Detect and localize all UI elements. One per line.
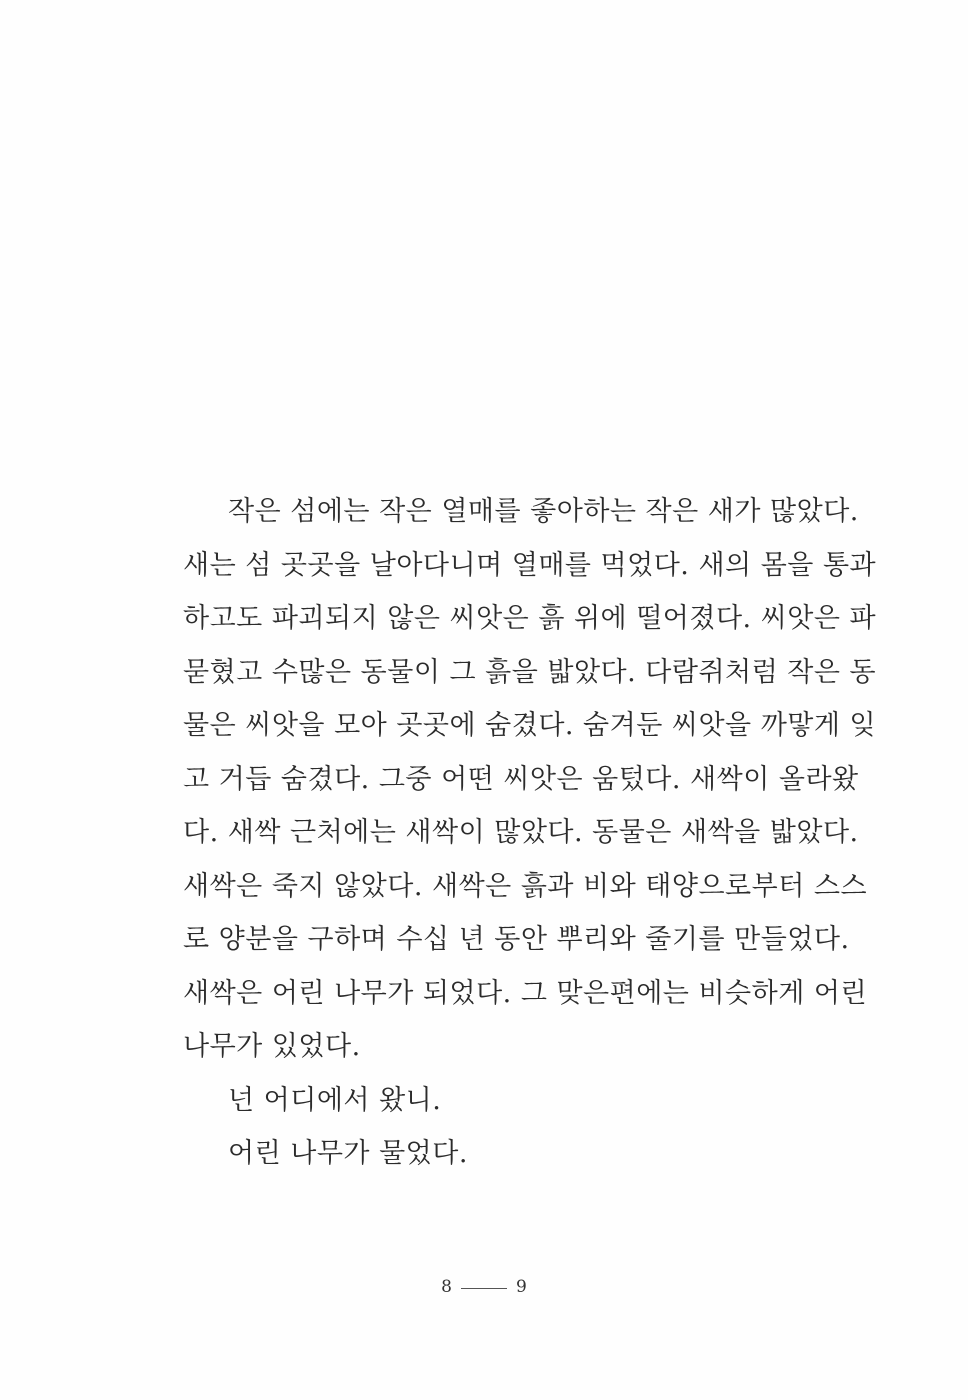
text-line-1: 작은 섬에는 작은 열매를 좋아하는 작은 새가 많았다. [228, 496, 859, 527]
text-line-7: 다. 새싹 근처에는 새싹이 많았다. 동물은 새싹을 밟았다. [183, 817, 859, 848]
text-line-8: 새싹은 죽지 않았다. 새싹은 흙과 비와 태양으로부터 스스 [183, 870, 868, 902]
dialogue-line: 넌 어디에서 왔니. [228, 1084, 442, 1116]
body-text [183, 485, 877, 1181]
text-line-6: 고 거듭 숨겼다. 그중 어떤 씨앗은 움텄다. 새싹이 올라왔 [183, 763, 859, 795]
page-number-separator [461, 1288, 507, 1289]
text-line-5: 물은 씨앗을 모아 곳곳에 숨겼다. 숨겨둔 씨앗을 까맣게 잊 [183, 710, 877, 741]
page-number-right: 9 [516, 1277, 527, 1297]
text-line-11: 나무가 있었다. [183, 1031, 361, 1062]
text-line-4: 묻혔고 수많은 동물이 그 흙을 밟았다. 다람쥐처럼 작은 동 [183, 656, 877, 688]
page-number-footer [0, 1275, 968, 1299]
text-line-10: 새싹은 어린 나무가 되었다. 그 맞은편에는 비슷하게 어린 [183, 977, 868, 1009]
text-line-2: 새는 섬 곳곳을 날아다니며 열매를 먹었다. 새의 몸을 통과 [183, 549, 877, 581]
text-line-3: 하고도 파괴되지 않은 씨앗은 흙 위에 떨어졌다. 씨앗은 파 [183, 603, 877, 634]
page-number-left: 8 [441, 1277, 452, 1297]
text-line-9: 로 양분을 구하며 수십 년 동안 뿌리와 줄기를 만들었다. [183, 924, 850, 955]
narration-line: 어린 나무가 물었다. [228, 1138, 468, 1169]
